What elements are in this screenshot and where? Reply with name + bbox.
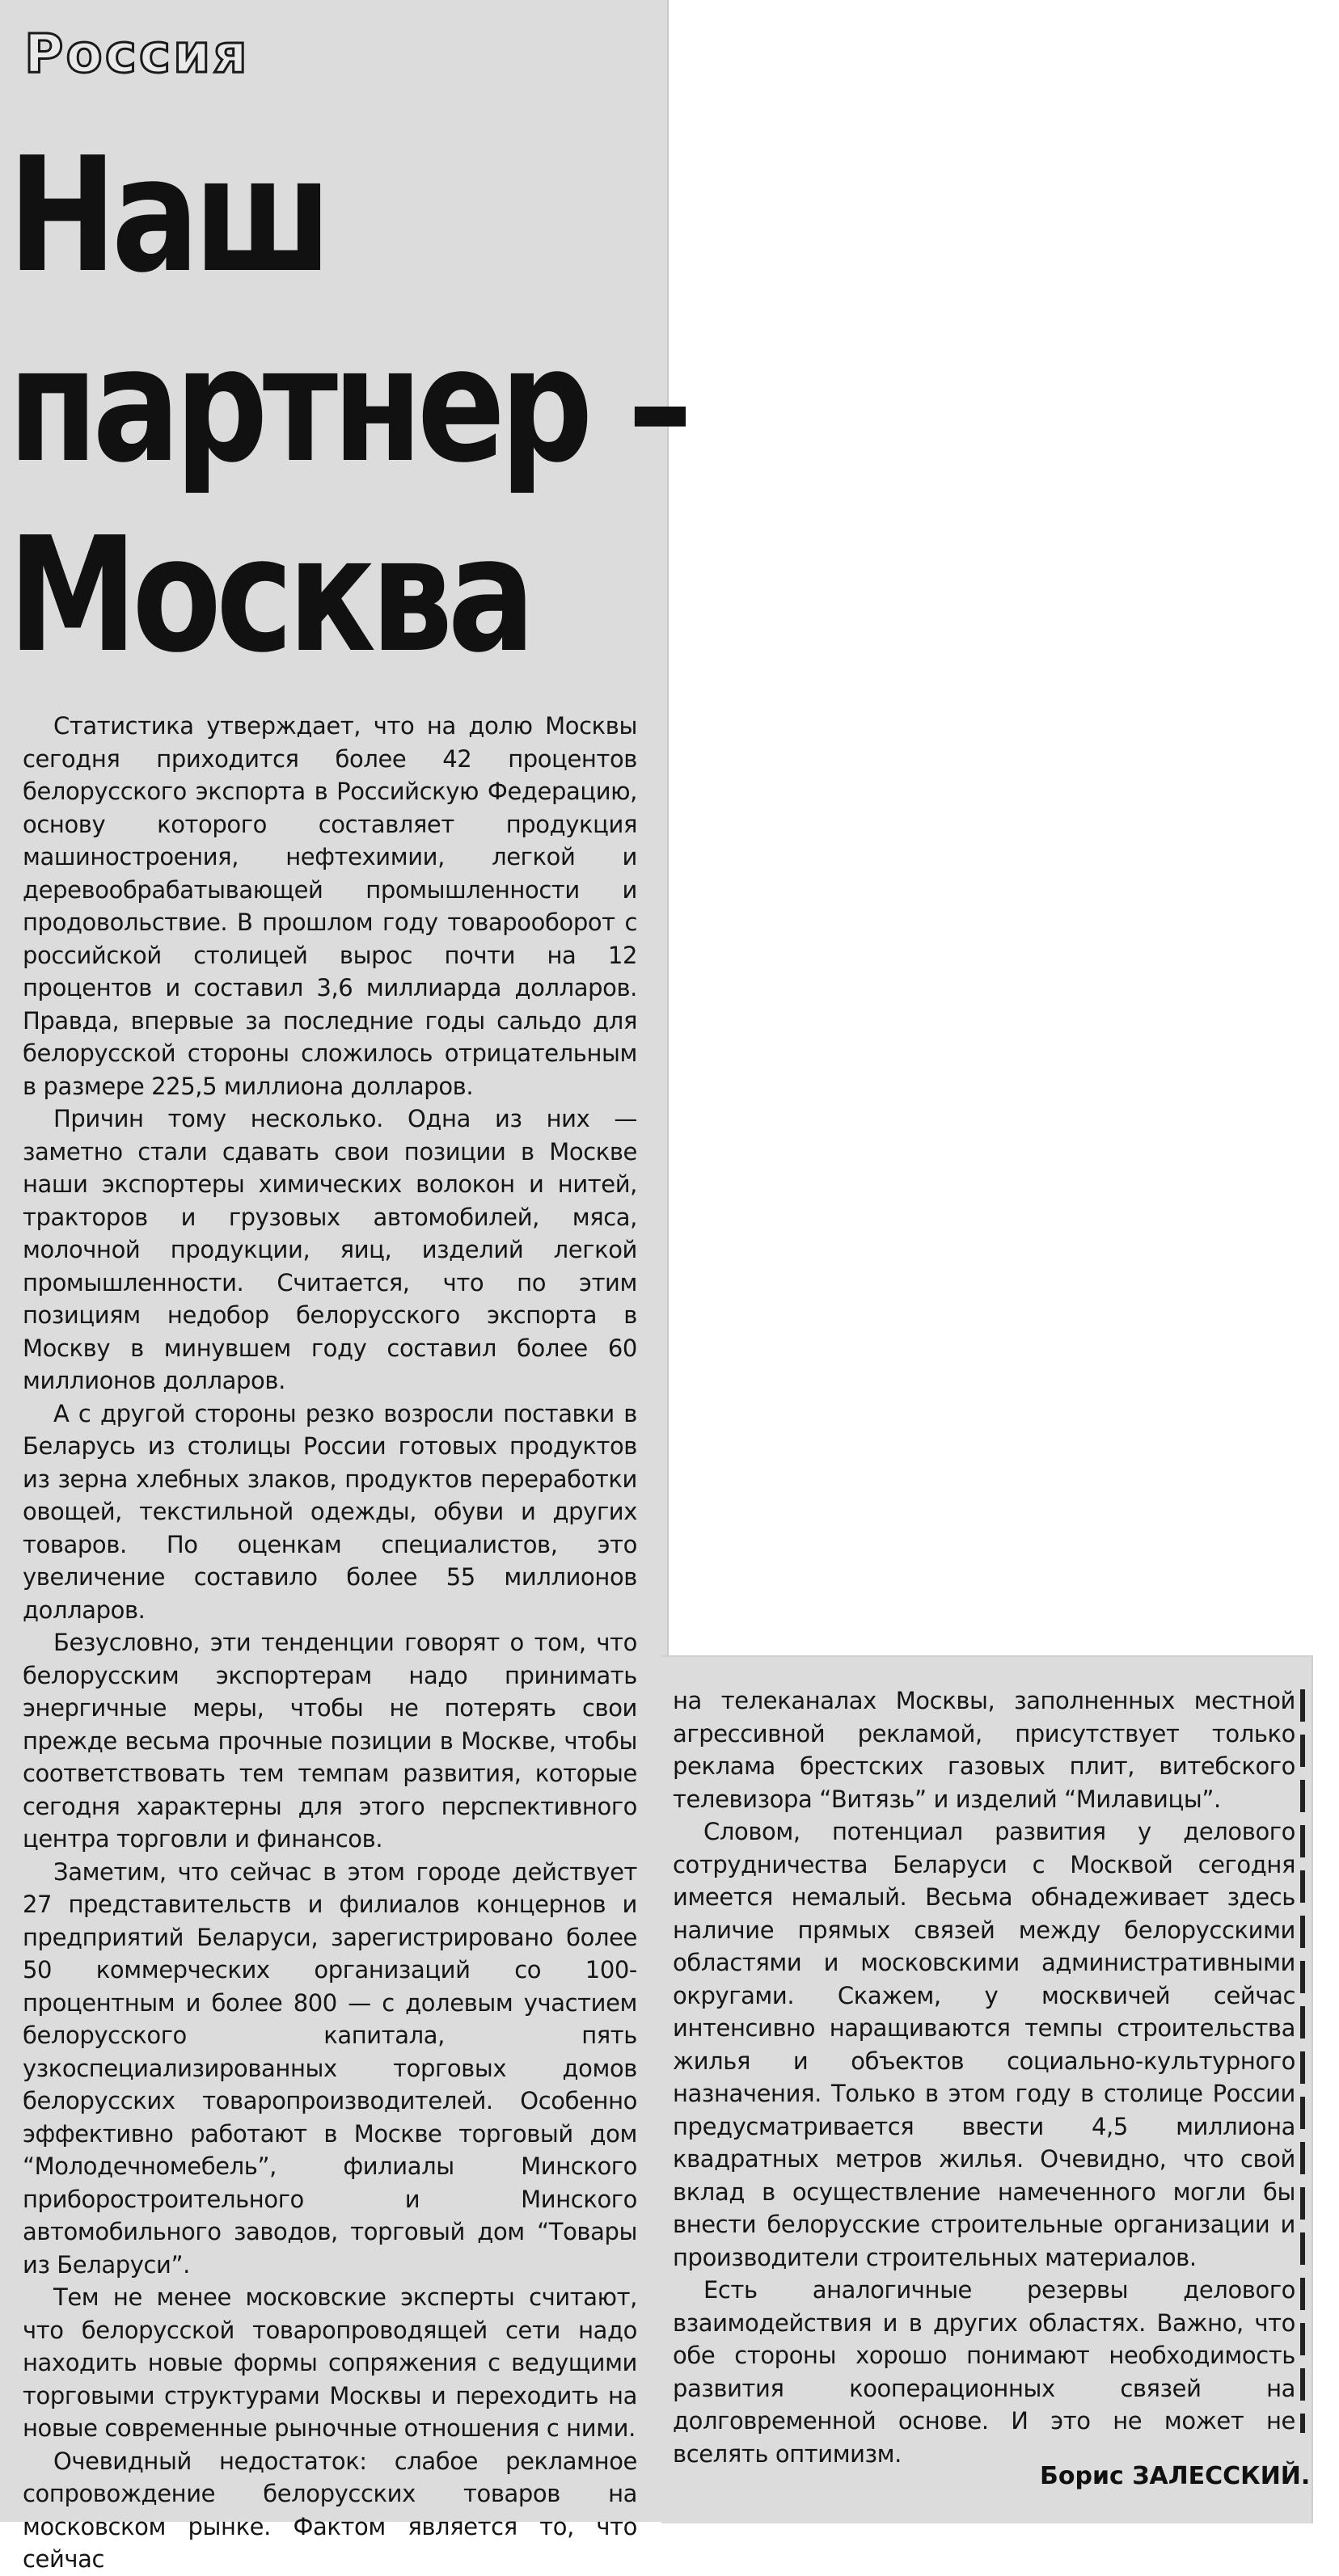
headline-line-2: партнер – (8, 314, 688, 498)
paragraph-9: Есть аналогичные резервы делового взаимодействия и в других областях. Важно, что обе стороны хорошо понимают необходимость развития кооперационных связей на долговременной основе. И это не может не вселять оптимизм. (673, 2276, 1295, 2468)
headline (8, 121, 688, 691)
author-signature: Борис ЗАЛЕССКИЙ. (1040, 2462, 1311, 2490)
headline-line-1: Наш (8, 124, 327, 308)
article-column-right (673, 1684, 1295, 2470)
article-column-left (23, 710, 637, 2576)
paragraph-7: Очевидный недостаток: слабое рекламное сопровождение белорусских товаров на московском рынке. Фактом является то, что сейчас (23, 2447, 637, 2573)
paragraph-8: Словом, потенциал развития у делового сотрудничества Беларуси с Москвой сегодня имеется немалый. Весьма обнадеживает здесь наличие прямых связей между белорусскими областями и московскими административными округами. Скажем, у москвичей сейчас интенсивно наращиваются темпы строительства жилья и объектов социально-культурного назначения. Только в этом году в столице России предусматривается ввести 4,5 миллиона квадратных метров жилья. Очевидно, что свой вклад в осуществление намеченного могли бы внести белорусские строительные организации и производители строительных материалов. (673, 1818, 1295, 2271)
paragraph-7-continued: на телеканалах Москвы, заполненных местной агрессивной рекламой, присутствует только реклама брестских газовых плит, витебского телевизора “Витязь” и изделий “Милавицы”. (673, 1687, 1295, 1813)
paragraph-3: А с другой стороны резко возросли поставки в Беларусь из столицы России готовых продуктов из зерна хлебных злаков, продуктов переработки овощей, текстильной одежды, обуви и других товаров. По оценкам специалистов, это увеличение составило более 55 миллионов долларов. (23, 1399, 637, 1624)
section-rubric: Россия (24, 23, 250, 85)
headline-line-3: Москва (8, 504, 530, 688)
paragraph-5: Заметим, что сейчас в этом городе действует 27 представительств и филиалов концернов и предприятий Беларуси, зарегистрировано более 50 коммерческих организаций со 100-процентным и более 800 — с долевым участием белорусского капитала, пять узкоспециализированных торговых домов белорусских товаропроизводителей. Особенно эффективно работают в Москве торговый дом “Молодечномебель”, филиалы Минского приборостроительного и Минского автомобильного заводов, торговый дом “Товары из Беларуси”. (23, 1857, 637, 2279)
paragraph-4: Безусловно, эти тенденции говорят о том, что белорусским экспортерам надо принимать энергичные меры, чтобы не потерять свои прежде весьма прочные позиции в Москве, чтобы соответствовать тем темпам развития, которые сегодня характерны для этого перспективного центра торговли и финансов. (23, 1629, 637, 1853)
column-rule (1300, 1689, 1305, 2433)
paragraph-6: Тем не менее московские эксперты считают, что белорусской товаропроводящей сети надо находить новые формы сопряжения с ведущими торговыми структурами Москвы и переходить на новые современные рыночные отношения с ними. (23, 2283, 637, 2442)
paragraph-1: Статистика утверждает, что на долю Москвы сегодня приходится более 42 процентов белорусского экспорта в Российскую Федерацию, основу которого составляет продукция машиностроения, нефтехимии, легкой и деревообрабатывающей промышленности и продовольствие. В прошлом году товарооборот с российской столицей вырос почти на 12 процентов и составил 3,6 миллиарда долларов. Правда, впервые за последние годы сальдо для белорусской стороны сложилось отрицательным в размере 225,5 миллиона долларов. (23, 712, 637, 1100)
paragraph-2: Причин тому несколько. Одна из них — заметно стали сдавать свои позиции в Москве наши экспортеры химических волокон и нитей, тракторов и грузовых автомобилей, мяса, молочной продукции, яиц, изделий легкой промышленности. Считается, что по этим позициям недобор белорусского экспорта в Москву в минувшем году составил более 60 миллионов долларов. (23, 1105, 637, 1394)
